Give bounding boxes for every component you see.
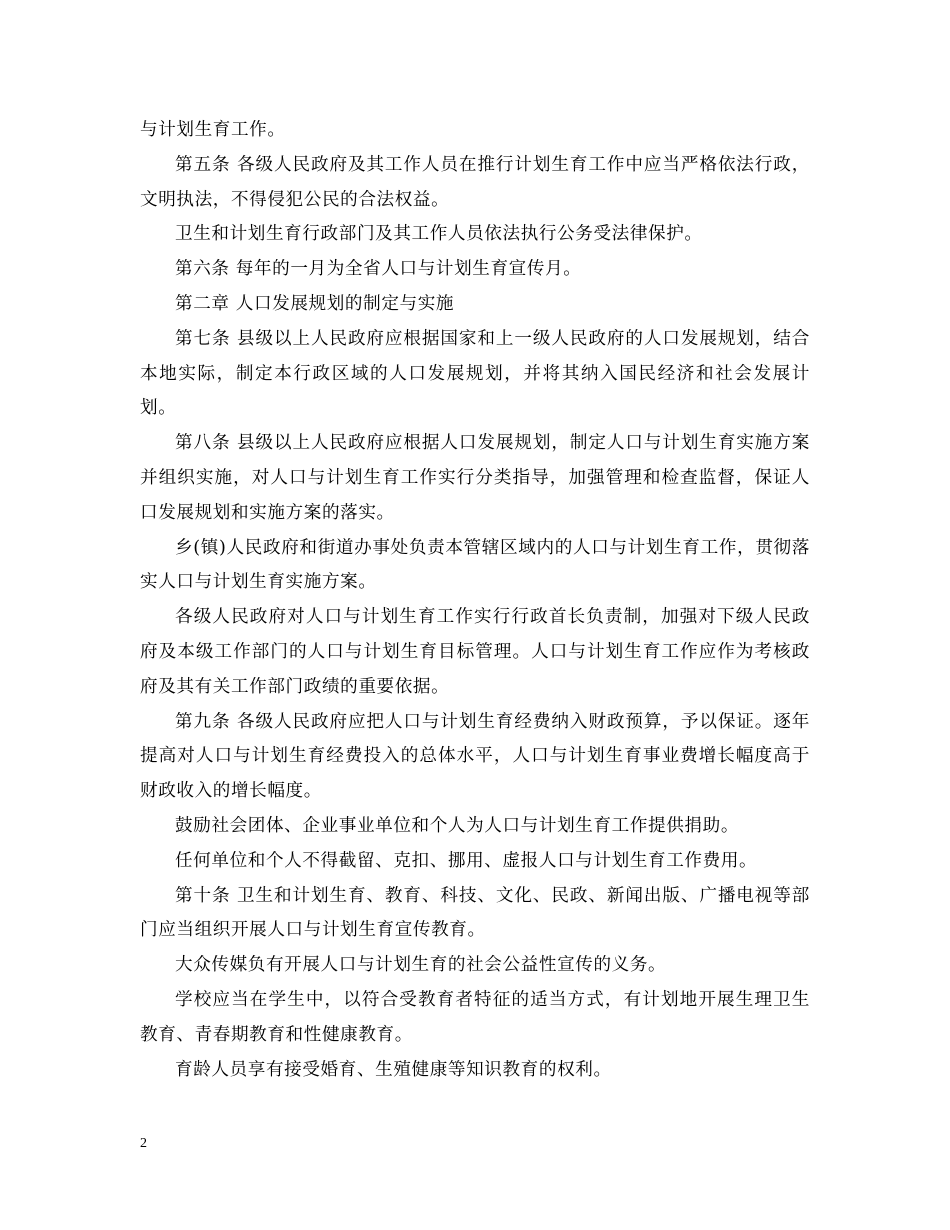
paragraph: 任何单位和个人不得截留、克扣、挪用、虚报人口与计划生育工作费用。	[175, 850, 758, 871]
article-6: 第六条 每年的一月为全省人口与计划生育宣传月。	[175, 259, 582, 280]
document-body	[140, 113, 810, 1087]
article-5: 第五条 各级人民政府及其工作人员在推行计划生育工作中应当严格依法行政，文明执法，不得侵犯公民的合法权益。	[140, 154, 810, 210]
paragraph: 各级人民政府对人口与计划生育工作实行行政首长负责制，加强对下级人民政府及本级工作部门的人口与计划生育目标管理。人口与计划生育工作应作为考核政府及其有关工作部门政绩的重要依据。	[140, 607, 810, 697]
paragraph: 卫生和计划生育行政部门及其工作人员依法执行公务受法律保护。	[175, 224, 703, 245]
article-10: 第十条 卫生和计划生育、教育、科技、文化、民政、新闻出版、广播电视等部门应当组织开展人口与计划生育宣传教育。	[140, 885, 810, 941]
paragraph: 乡(镇)人民政府和街道办事处负责本管辖区域内的人口与计划生育工作，贯彻落实人口与计划生育实施方案。	[140, 537, 810, 593]
article-9: 第九条 各级人民政府应把人口与计划生育经费纳入财政预算，予以保证。逐年提高对人口与计划生育经费投入的总体水平，人口与计划生育事业费增长幅度高于财政收入的增长幅度。	[140, 711, 810, 802]
chapter-2-heading: 第二章 人口发展规划的制定与实施	[175, 293, 455, 314]
paragraph: 学校应当在学生中，以符合受教育者特征的适当方式，有计划地开展生理卫生教育、青春期教育和性健康教育。	[140, 989, 810, 1045]
paragraph: 育龄人员享有接受婚育、生殖健康等知识教育的权利。	[175, 1059, 612, 1080]
paragraph: 鼓励社会团体、企业事业单位和个人为人口与计划生育工作提供捐助。	[175, 815, 740, 836]
page-number: 2	[140, 1136, 147, 1151]
paragraph-continuation: 与计划生育工作。	[140, 120, 286, 140]
article-7: 第七条 县级以上人民政府应根据国家和上一级人民政府的人口发展规划，结合本地实际，制定本行政区域的人口发展规划，并将其纳入国民经济和社会发展计划。	[140, 328, 810, 419]
article-8: 第八条 县级以上人民政府应根据人口发展规划，制定人口与计划生育实施方案并组织实施，对人口与计划生育工作实行分类指导，加强管理和检查监督，保证人口发展规划和实施方案的落实。	[140, 433, 810, 523]
paragraph: 大众传媒负有开展人口与计划生育的社会公益性宣传的义务。	[175, 955, 667, 976]
